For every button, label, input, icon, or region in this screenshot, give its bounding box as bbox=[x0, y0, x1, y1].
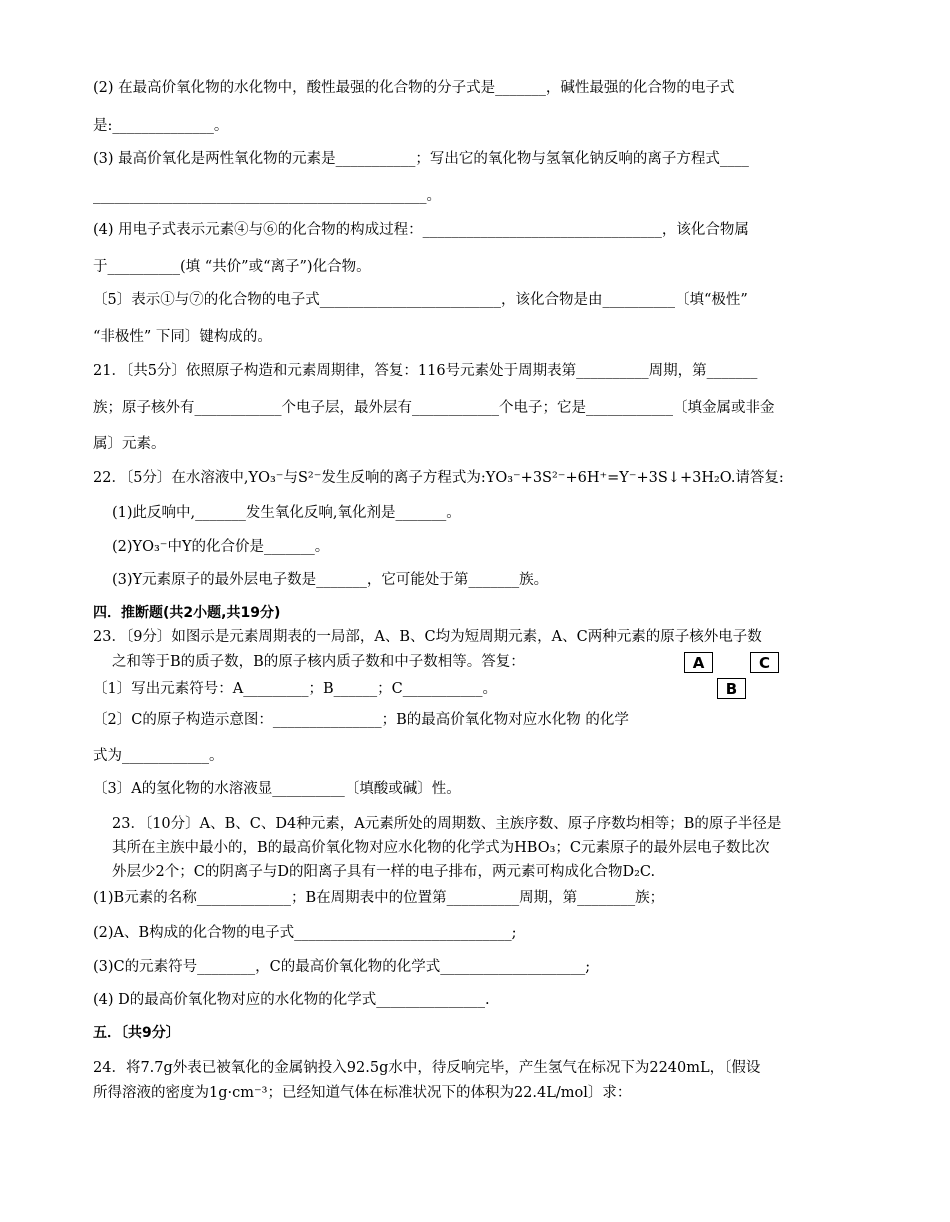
text-line: 之和等于B的质子数，B的原子核内质子数和中子数相等。答复： bbox=[112, 654, 525, 670]
text-line: (2)A、B构成的化合物的电子式______________________________; bbox=[93, 925, 517, 941]
text-line: 〔2〕C的原子构造示意图：_______________；B的最高价氧化物对应水化物 的化学 bbox=[93, 712, 629, 728]
text-line: 23．〔10分〕A、B、C、D4种元素，A元素所处的周期数、主族序数、原子序数均相等；B的原子半径是 bbox=[112, 816, 782, 832]
text-line: (2)YO₃⁻中Y的化合价是_______。 bbox=[112, 539, 330, 555]
text-line: (3)Y元素原子的最外层电子数是_______，它可能处于第_______族。 bbox=[112, 572, 549, 588]
text-line: 四．推断题(共2小题,共19分) bbox=[93, 605, 281, 621]
text-line: 22．〔5分〕在水溶液中,YO₃⁻与S²⁻发生反响的离子方程式为:YO₃⁻+3S²⁻+6H⁺=Y⁻+3S↓+3H₂O.请答复: bbox=[93, 470, 784, 486]
periodic-table-fragment bbox=[684, 652, 784, 700]
cell-b: B bbox=[717, 678, 746, 699]
cell-c: C bbox=[750, 652, 779, 673]
text-line: (4) 用电子式表示元素④与⑥的化合物的构成过程：_________________________________，该化合物属 bbox=[93, 222, 749, 238]
text-line: 24．将7.7g外表已被氧化的金属钠投入92.5g水中，待反响完毕，产生氢气在标况下为2240mL，〔假设 bbox=[93, 1060, 761, 1076]
text-line: (1)B元素的名称_____________；B在周期表中的位置第__________周期，第________族； bbox=[93, 890, 665, 906]
text-line: 〔3〕A的氢化物的水溶液显__________〔填酸或碱〕性。 bbox=[93, 781, 461, 797]
text-line: 五．〔共9分〕 bbox=[93, 1025, 180, 1041]
text-line: 21．〔共5分〕依照原子构造和元素周期律，答复：116号元素处于周期表第__________周期，第_______ bbox=[93, 363, 758, 379]
text-line: 23．〔9分〕如图示是元素周期表的一局部，A、B、C均为短周期元素，A、C两种元素的原子核外电子数 bbox=[93, 629, 762, 645]
text-line: 族；原子核外有____________个电子层，最外层有____________个电子；它是____________〔填金属或非金 bbox=[93, 400, 775, 416]
text-line: 所得溶液的密度为1g·cm⁻³；已经知道气体在标准状况下的体积为22.4L/mol〕求： bbox=[93, 1085, 632, 1101]
text-line: (3)C的元素符号________，C的最高价氧化物的化学式____________________; bbox=[93, 959, 591, 975]
text-line: 属〕元素。 bbox=[93, 436, 166, 452]
text-line: (1)此反响中,_______发生氧化反响,氧化剂是_______。 bbox=[112, 505, 461, 521]
text-line: (2) 在最高价氧化物的水化物中，酸性最强的化合物的分子式是_______，碱性最强的化合物的电子式 bbox=[93, 80, 735, 96]
text-line: (3) 最高价氧化是两性氧化物的元素是___________；写出它的氧化物与氢氧化钠反响的离子方程式____ bbox=[93, 151, 749, 167]
text-line: “非极性” 下同〕键构成的。 bbox=[93, 329, 272, 345]
text-line: 〔1〕写出元素符号：A_________；B______；C___________。 bbox=[93, 681, 497, 697]
text-line: 外层少2个；C的阴离子与D的阳离子具有一样的电子排布，两元素可构成化合物D₂C. bbox=[112, 864, 656, 880]
text-line: 其所在主族中最小的，B的最高价氧化物对应水化物的化学式为HBO₃；C元素原子的最外层电子数比次 bbox=[112, 840, 770, 856]
text-line: ______________________________________________。 bbox=[93, 188, 441, 204]
text-line: 〔5〕表示①与⑦的化合物的电子式_________________________，该化合物是由__________〔填“极性” bbox=[93, 292, 748, 308]
text-line: 是:______________。 bbox=[93, 118, 229, 134]
text-line: (4) D的最高价氧化物对应的水化物的化学式_______________. bbox=[93, 992, 490, 1008]
cell-a: A bbox=[684, 652, 713, 673]
text-line: 于__________(填 “共价”或“离子”)化合物。 bbox=[93, 259, 371, 275]
text-line: 式为____________。 bbox=[93, 748, 224, 764]
